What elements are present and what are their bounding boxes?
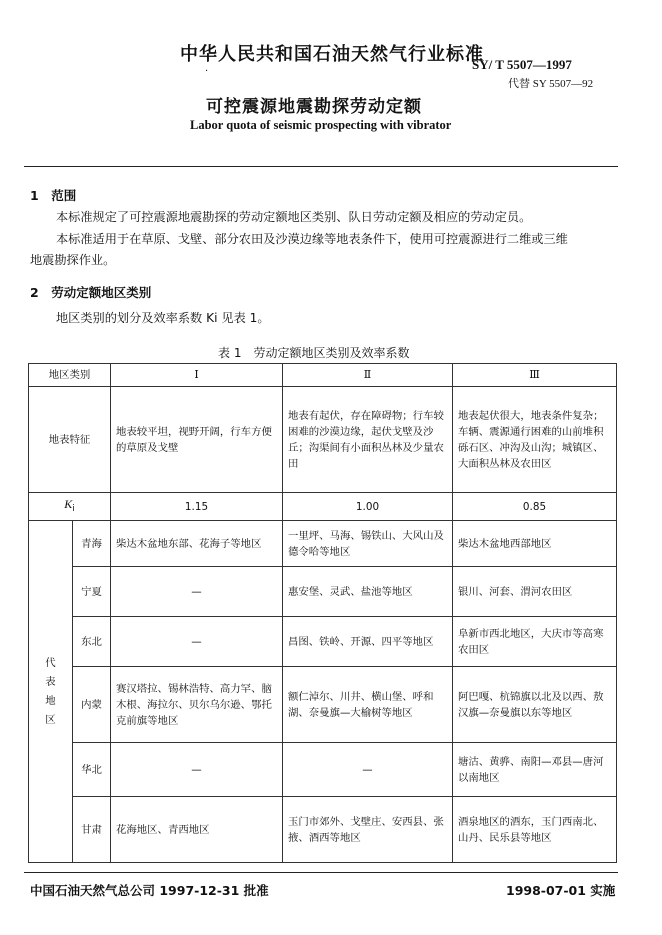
document-title-en: Labor quota of seismic prospecting with vibrator bbox=[190, 118, 452, 132]
surface-category-3: 地表起伏很大，地表条件复杂；车辆、震源通行困难的山前堆积砾石区、冲沟及山沟；城镇区、大面积丛林及农田区 bbox=[453, 387, 617, 493]
region-category-2: 昌图、铁岭、开源、四平等地区 bbox=[283, 617, 453, 667]
footer-divider bbox=[24, 872, 618, 873]
section-1-heading: 1 范围 bbox=[30, 188, 77, 203]
ki-category-3: 0.85 bbox=[453, 493, 617, 521]
ki-category-1: 1.15 bbox=[111, 493, 283, 521]
region-name: 内蒙 bbox=[73, 667, 111, 743]
region-name: 甘肃 bbox=[73, 797, 111, 863]
region-category-2: 额仁淖尔、川井、横山堡、呼和湖、奈曼旗—大榆树等地区 bbox=[283, 667, 453, 743]
labor-quota-table bbox=[28, 363, 617, 863]
header-divider bbox=[24, 166, 618, 167]
approval-line: 中国石油天然气总公司 1997-12-31 批准 bbox=[30, 883, 269, 898]
region-category-1: 柴达木盆地东部、花海子等地区 bbox=[111, 521, 283, 567]
region-category-2: 一里坪、马海、锡铁山、大风山及德令哈等地区 bbox=[283, 521, 453, 567]
section-1-paragraph-1: 本标准规定了可控震源地震勘探的劳动定额地区类别、队日劳动定额及相应的劳动定员。 bbox=[56, 210, 532, 224]
region-group-char-4: 区 bbox=[45, 713, 56, 726]
section-1-paragraph-2-cont: 地震勘探作业。 bbox=[30, 253, 116, 267]
surface-category-1: 地表较平坦，视野开阔，行车方便的草原及戈壁 bbox=[111, 387, 283, 493]
region-name: 宁夏 bbox=[73, 567, 111, 617]
effective-line: 1998-07-01 实施 bbox=[506, 883, 616, 898]
region-row-neimeng bbox=[29, 667, 617, 743]
section-1-paragraph-2: 本标准适用于在草原、戈壁、部分农田及沙漠边缘等地表条件下，使用可控震源进行二维或三维 bbox=[56, 232, 568, 246]
publisher-title: 中华人民共和国石油天然气行业标准 bbox=[180, 44, 484, 65]
region-category-2: 惠安堡、灵武、盐池等地区 bbox=[283, 567, 453, 617]
region-group-char-1: 代 bbox=[45, 656, 56, 669]
ki-category-2: 1.00 bbox=[283, 493, 453, 521]
header-category-1: Ⅰ bbox=[111, 364, 283, 387]
region-name: 华北 bbox=[73, 743, 111, 797]
section-2-paragraph: 地区类别的划分及效率系数 Ki 见表 1。 bbox=[56, 311, 270, 325]
document-title-cn: 可控震源地震勘探劳动定额 bbox=[206, 97, 422, 117]
ki-label bbox=[29, 493, 111, 521]
surface-category-2: 地表有起伏，存在障碍物；行车较困难的沙漠边缘，起伏戈壁及沙丘；沟渠间有小面积丛林及少量农田 bbox=[283, 387, 453, 493]
dot-mark: · bbox=[205, 66, 209, 77]
surface-row bbox=[29, 387, 617, 493]
header-category-3: Ⅲ bbox=[453, 364, 617, 387]
surface-label: 地表特征 bbox=[29, 387, 111, 493]
region-name: 青海 bbox=[73, 521, 111, 567]
region-row-qinghai bbox=[29, 521, 617, 567]
ki-row bbox=[29, 493, 617, 521]
region-category-3: 阿巴嘎、杭锦旗以北及以西、敖汉旗—奈曼旗以东等地区 bbox=[453, 667, 617, 743]
region-group-char-3: 地 bbox=[45, 694, 56, 707]
table-caption: 表 1 劳动定额地区类别及效率系数 bbox=[218, 346, 410, 360]
region-name: 东北 bbox=[73, 617, 111, 667]
header-area-category: 地区类别 bbox=[29, 364, 111, 387]
region-category-1: 花海地区、青西地区 bbox=[111, 797, 283, 863]
section-2-heading: 2 劳动定额地区类别 bbox=[30, 285, 152, 300]
region-group-label bbox=[29, 521, 73, 863]
region-category-1: — bbox=[111, 617, 283, 667]
region-row-dongbei bbox=[29, 617, 617, 667]
region-category-1: — bbox=[111, 567, 283, 617]
ki-label-main: K bbox=[64, 497, 73, 511]
region-row-gansu bbox=[29, 797, 617, 863]
region-row-ningxia bbox=[29, 567, 617, 617]
replaces-standard: 代替 SY 5507—92 bbox=[508, 78, 594, 90]
region-category-1: 赛汉塔拉、锡林浩特、高力罕、脑木根、海拉尔、贝尔乌尔逊、鄂托克前旗等地区 bbox=[111, 667, 283, 743]
region-category-3: 酒泉地区的酒东，玉门西南北、山丹、民乐县等地区 bbox=[453, 797, 617, 863]
region-row-huabei bbox=[29, 743, 617, 797]
region-category-2: — bbox=[283, 743, 453, 797]
region-category-3: 柴达木盆地西部地区 bbox=[453, 521, 617, 567]
standard-code: SY/ T 5507—1997 bbox=[472, 57, 572, 72]
region-category-3: 阜新市西北地区，大庆市等高寒农田区 bbox=[453, 617, 617, 667]
region-category-2: 玉门市郊外、戈壁庄、安西县、张掖、酒西等地区 bbox=[283, 797, 453, 863]
table-header-row bbox=[29, 364, 617, 387]
region-category-3: 塘沽、黄骅、南阳—邓县—唐河以南地区 bbox=[453, 743, 617, 797]
header-category-2: Ⅱ bbox=[283, 364, 453, 387]
region-category-3: 银川、河套、渭河农田区 bbox=[453, 567, 617, 617]
region-category-1: — bbox=[111, 743, 283, 797]
region-group-char-2: 表 bbox=[45, 675, 56, 688]
ki-label-sub: i bbox=[72, 504, 75, 515]
